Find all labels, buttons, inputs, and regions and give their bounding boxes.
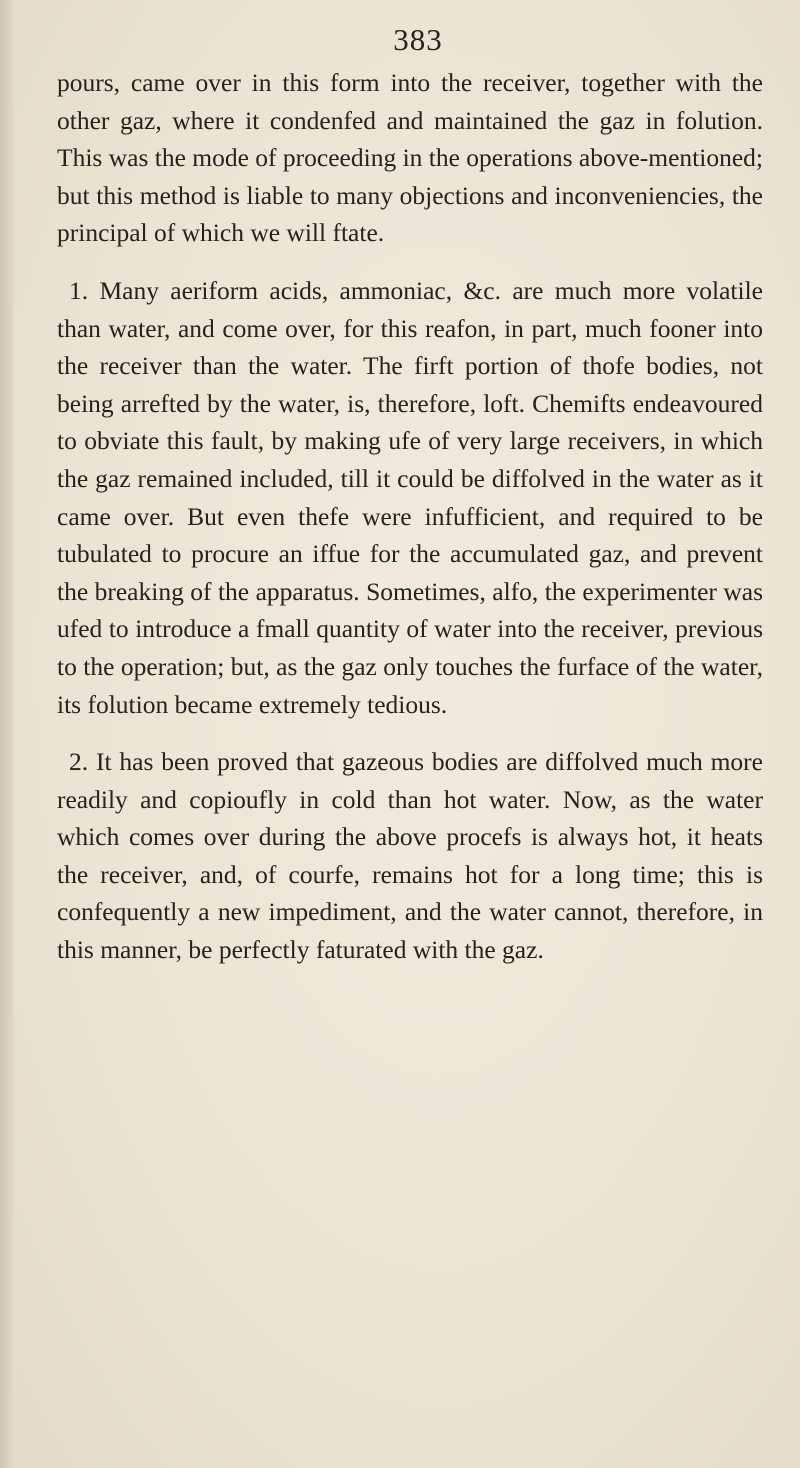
page-gutter-shadow [0,0,14,1468]
paragraph-point-1: 1. Many aeriform acids, ammoniac, &c. are much more volatile than water, and come over, for this reafon, in part, much fooner into the receiver than the water. The firft portion of thofe bodies, not being arrefted by the water, is, therefore, loft. Chemifts endeavoured to obviate this fault, by making ufe of very large receivers, in which the gaz remained included, till it could be diffolved in the water as it came over. But even thefe were infufficient, and required to be tubulated to procure an iffue for the accumulated gaz, and prevent the breaking of the apparatus. Sometimes, alfo, the experimenter was ufed to introduce a fmall quantity of water into the receiver, previous to the operation; but, as the gaz only touches the furface of the water, its folution became extremely tedious. [57,275,763,719]
paragraph-continuation: pours, came over in this form into the receiver, together with the other gaz, where it condenfed and maintained the gaz in folution. This was the mode of proceeding in the operations above-mentioned; but this method is liable to many objections and inconveniencies, the principal of which we will ftate. [57,68,764,248]
page-number: 383 [393,22,443,57]
paragraph-point-2: 2. It has been proved that gazeous bodies are diffolved much more readily and copioufly in cold than hot water. Now, as the water which comes over during the above procefs is always hot, it heats the receiver, and, of courfe, remains hot for a long time; this is confequently a new impediment, and the water cannot, therefore, in this manner, be perfectly faturated with the gaz. [57,747,763,965]
body-text [57,64,763,969]
